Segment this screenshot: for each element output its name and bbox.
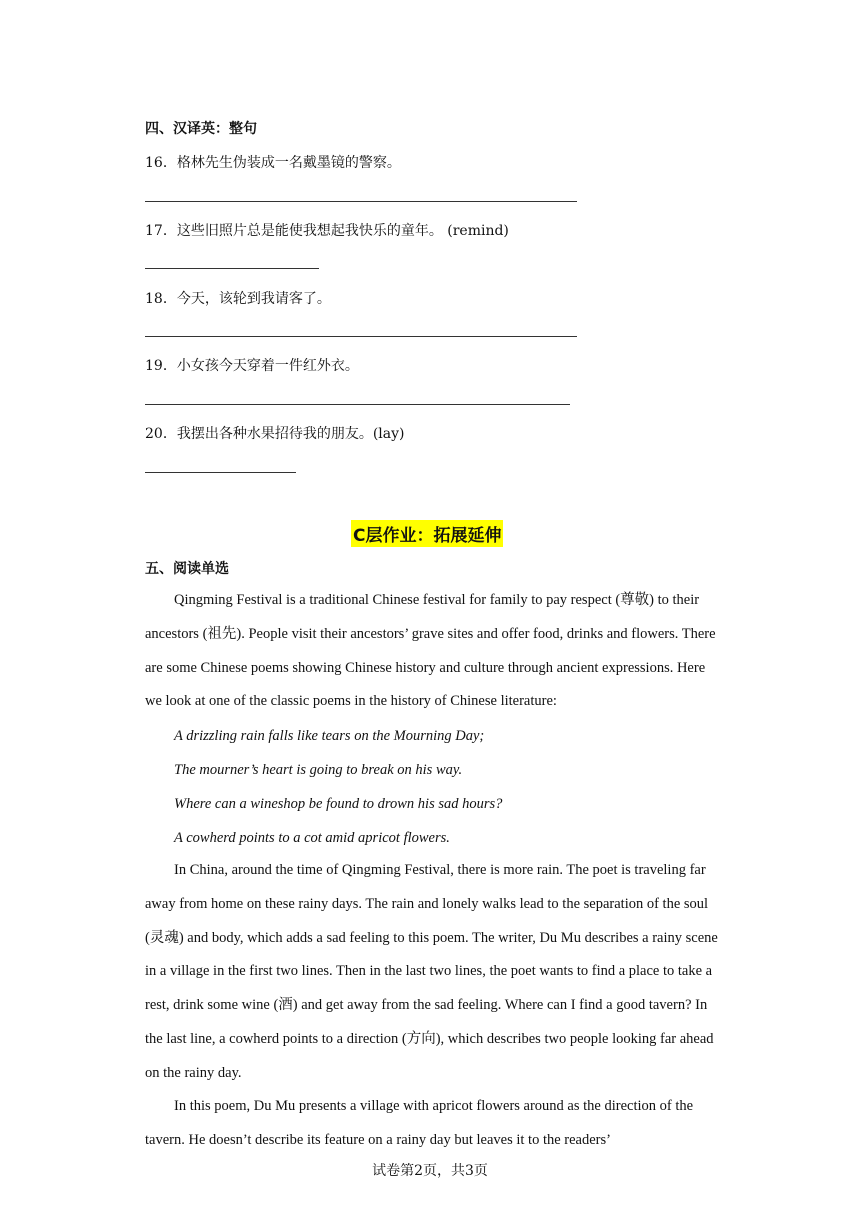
reading-paragraph-3: In this poem, Du Mu presents a village with apricot flowers around as the direction of the tavern. He doesn’t describe its feature on a rainy day but leaves it to the readers’: [145, 1098, 694, 1148]
question-16: 16．格林先生伪装成一名戴墨镜的警察。: [145, 155, 401, 171]
c-layer-title: C层作业：拓展延伸: [351, 520, 503, 547]
poem-line-2: The mourner’s heart is going to break on his way.: [174, 762, 463, 778]
answer-line-20: [145, 472, 296, 473]
page-footer: 试卷第2页，共3页: [372, 1163, 488, 1179]
question-18: 18．今天，该轮到我请客了。: [145, 291, 331, 307]
reading-paragraph-2: In China, around the time of Qingming Festival, there is more rain. The poet is traveling far away from home on these rainy days. The rain and lonely walks lead to the separation of the soul (灵魂) and body, which adds a sad feeling to this poem. The writer, Du Mu describes a rainy scene in a village in the first two lines. Then in the last two lines, the poet wants to find a place to take a rest, drink some wine (酒) and get away from the sad feeling. Where can I find a good tavern? In the last line, a cowherd points to a direction (方向), which describes two people looking far ahead on the rainy day.: [145, 862, 718, 1081]
question-17: 17．这些旧照片总是能使我想起我快乐的童年。 (remind): [145, 223, 509, 239]
section5-title: 五、阅读单选: [145, 561, 229, 577]
poem-line-1: A drizzling rain falls like tears on the Mourning Day;: [174, 728, 485, 744]
answer-line-18: [145, 336, 577, 337]
question-20: 20．我摆出各种水果招待我的朋友。(lay): [145, 426, 405, 442]
answer-line-17: [145, 268, 319, 269]
section4-title: 四、汉译英：整句: [145, 121, 257, 137]
poem-line-3: Where can a wineshop be found to drown his sad hours?: [174, 796, 503, 812]
reading-paragraph-1: Qingming Festival is a traditional Chinese festival for family to pay respect (尊敬) to their ancestors (祖先). People visit their ancestors’ grave sites and offer food, drinks and flowers. There are some Chinese poems showing Chinese history and culture through ancient expressions. Here we look at one of the classic poems in the history of Chinese literature:: [145, 592, 716, 710]
poem-line-4: A cowherd points to a cot amid apricot flowers.: [174, 830, 450, 846]
answer-line-19: [145, 404, 570, 405]
answer-line-16: [145, 201, 577, 202]
question-19: 19．小女孩今天穿着一件红外衣。: [145, 358, 359, 374]
